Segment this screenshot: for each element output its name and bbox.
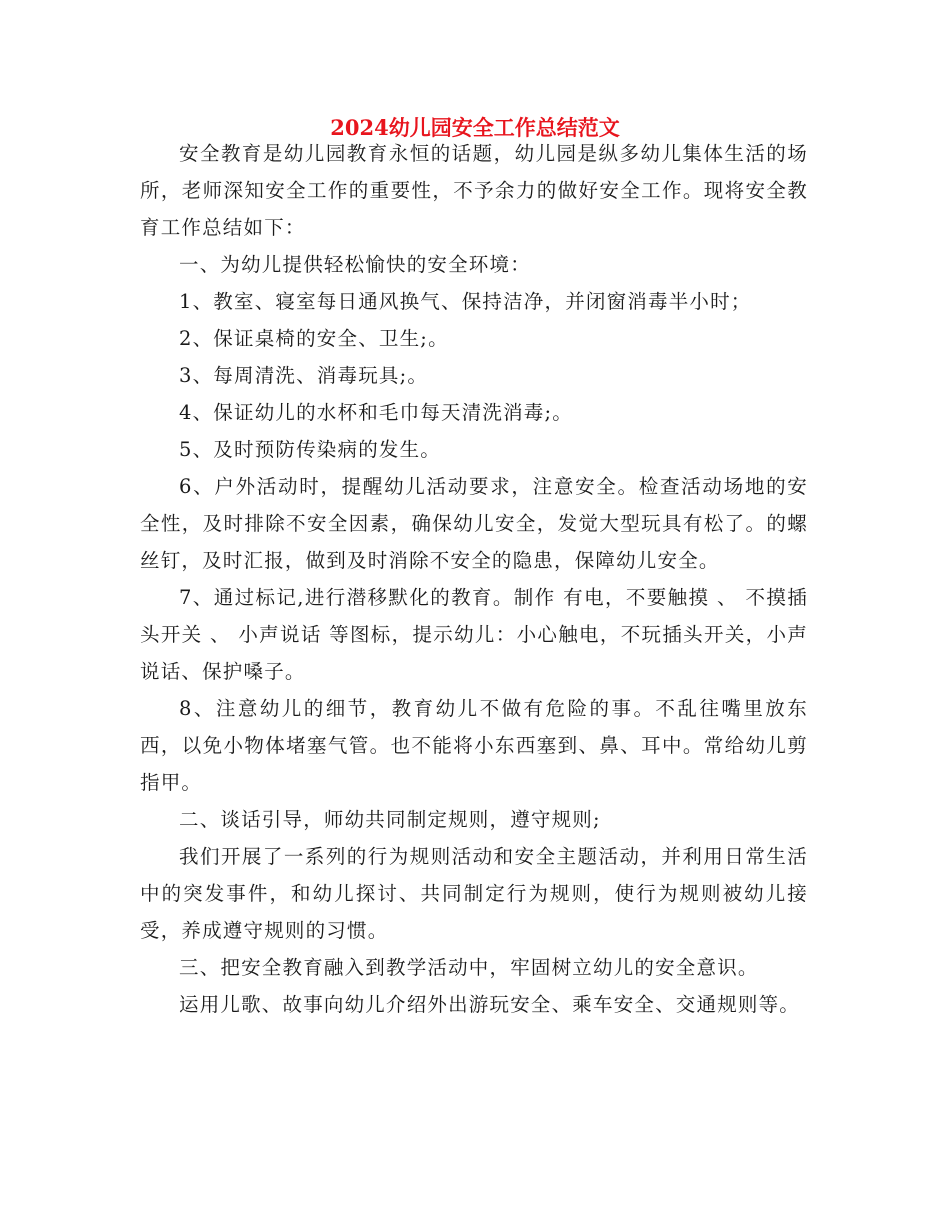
paragraph-section-3-heading: 三、把安全教育融入到教学活动中，牢固树立幼儿的安全意识。 [179, 956, 759, 979]
paragraph-section-2-heading: 二、谈话引导，师幼共同制定规则，遵守规则; [179, 808, 601, 831]
paragraph-item-3: 3、每周清洗、消毒玩具;。 [179, 364, 429, 387]
paragraph-item-7: 7、通过标记,进行潜移默化的教育。制作 有电，不要触摸 、 不摸插头开关 、 小声说话 等图标，提示幼儿：小心触电，不玩插头开关，小声说话、保护嗓子。 [140, 586, 808, 683]
paragraph-section-3-body: 运用儿歌、故事向幼儿介绍外出游玩安全、乘车安全、交通规则等。 [179, 993, 801, 1016]
paragraph-item-5: 5、及时预防传染病的发生。 [179, 438, 442, 461]
paragraph-intro: 安全教育是幼儿园教育永恒的话题，幼儿园是纵多幼儿集体生活的场所，老师深知安全工作的重要性，不予余力的做好安全工作。现将安全教育工作总结如下： [140, 142, 808, 239]
paragraph-item-1: 1、教室、寝室每日通风换气、保持洁净，并闭窗消毒半小时； [179, 290, 752, 313]
document-body [140, 135, 808, 1023]
paragraph-item-2: 2、保证桌椅的安全、卫生;。 [179, 327, 449, 350]
paragraph-section-1-heading: 一、为幼儿提供轻松愉快的安全环境： [179, 253, 531, 276]
paragraph-item-6: 6、户外活动时，提醒幼儿活动要求，注意安全。检查活动场地的安全性，及时排除不安全因素，确保幼儿安全，发觉大型玩具有松了。的螺丝钉，及时汇报，做到及时消除不安全的隐患，保障幼儿安全。 [140, 475, 808, 572]
paragraph-item-8: 8、注意幼儿的细节，教育幼儿不做有危险的事。不乱往嘴里放东西，以免小物体堵塞气管。也不能将小东西塞到、鼻、耳中。常给幼儿剪指甲。 [140, 697, 808, 794]
document-title: 2024幼儿园安全工作总结范文 [330, 115, 620, 140]
paragraph-item-4: 4、保证幼儿的水杯和毛巾每天清洗消毒;。 [179, 401, 573, 424]
paragraph-section-2-body: 我们开展了一系列的行为规则活动和安全主题活动，并利用日常生活中的突发事件，和幼儿探讨、共同制定行为规则，使行为规则被幼儿接受，养成遵守规则的习惯。 [140, 845, 808, 942]
